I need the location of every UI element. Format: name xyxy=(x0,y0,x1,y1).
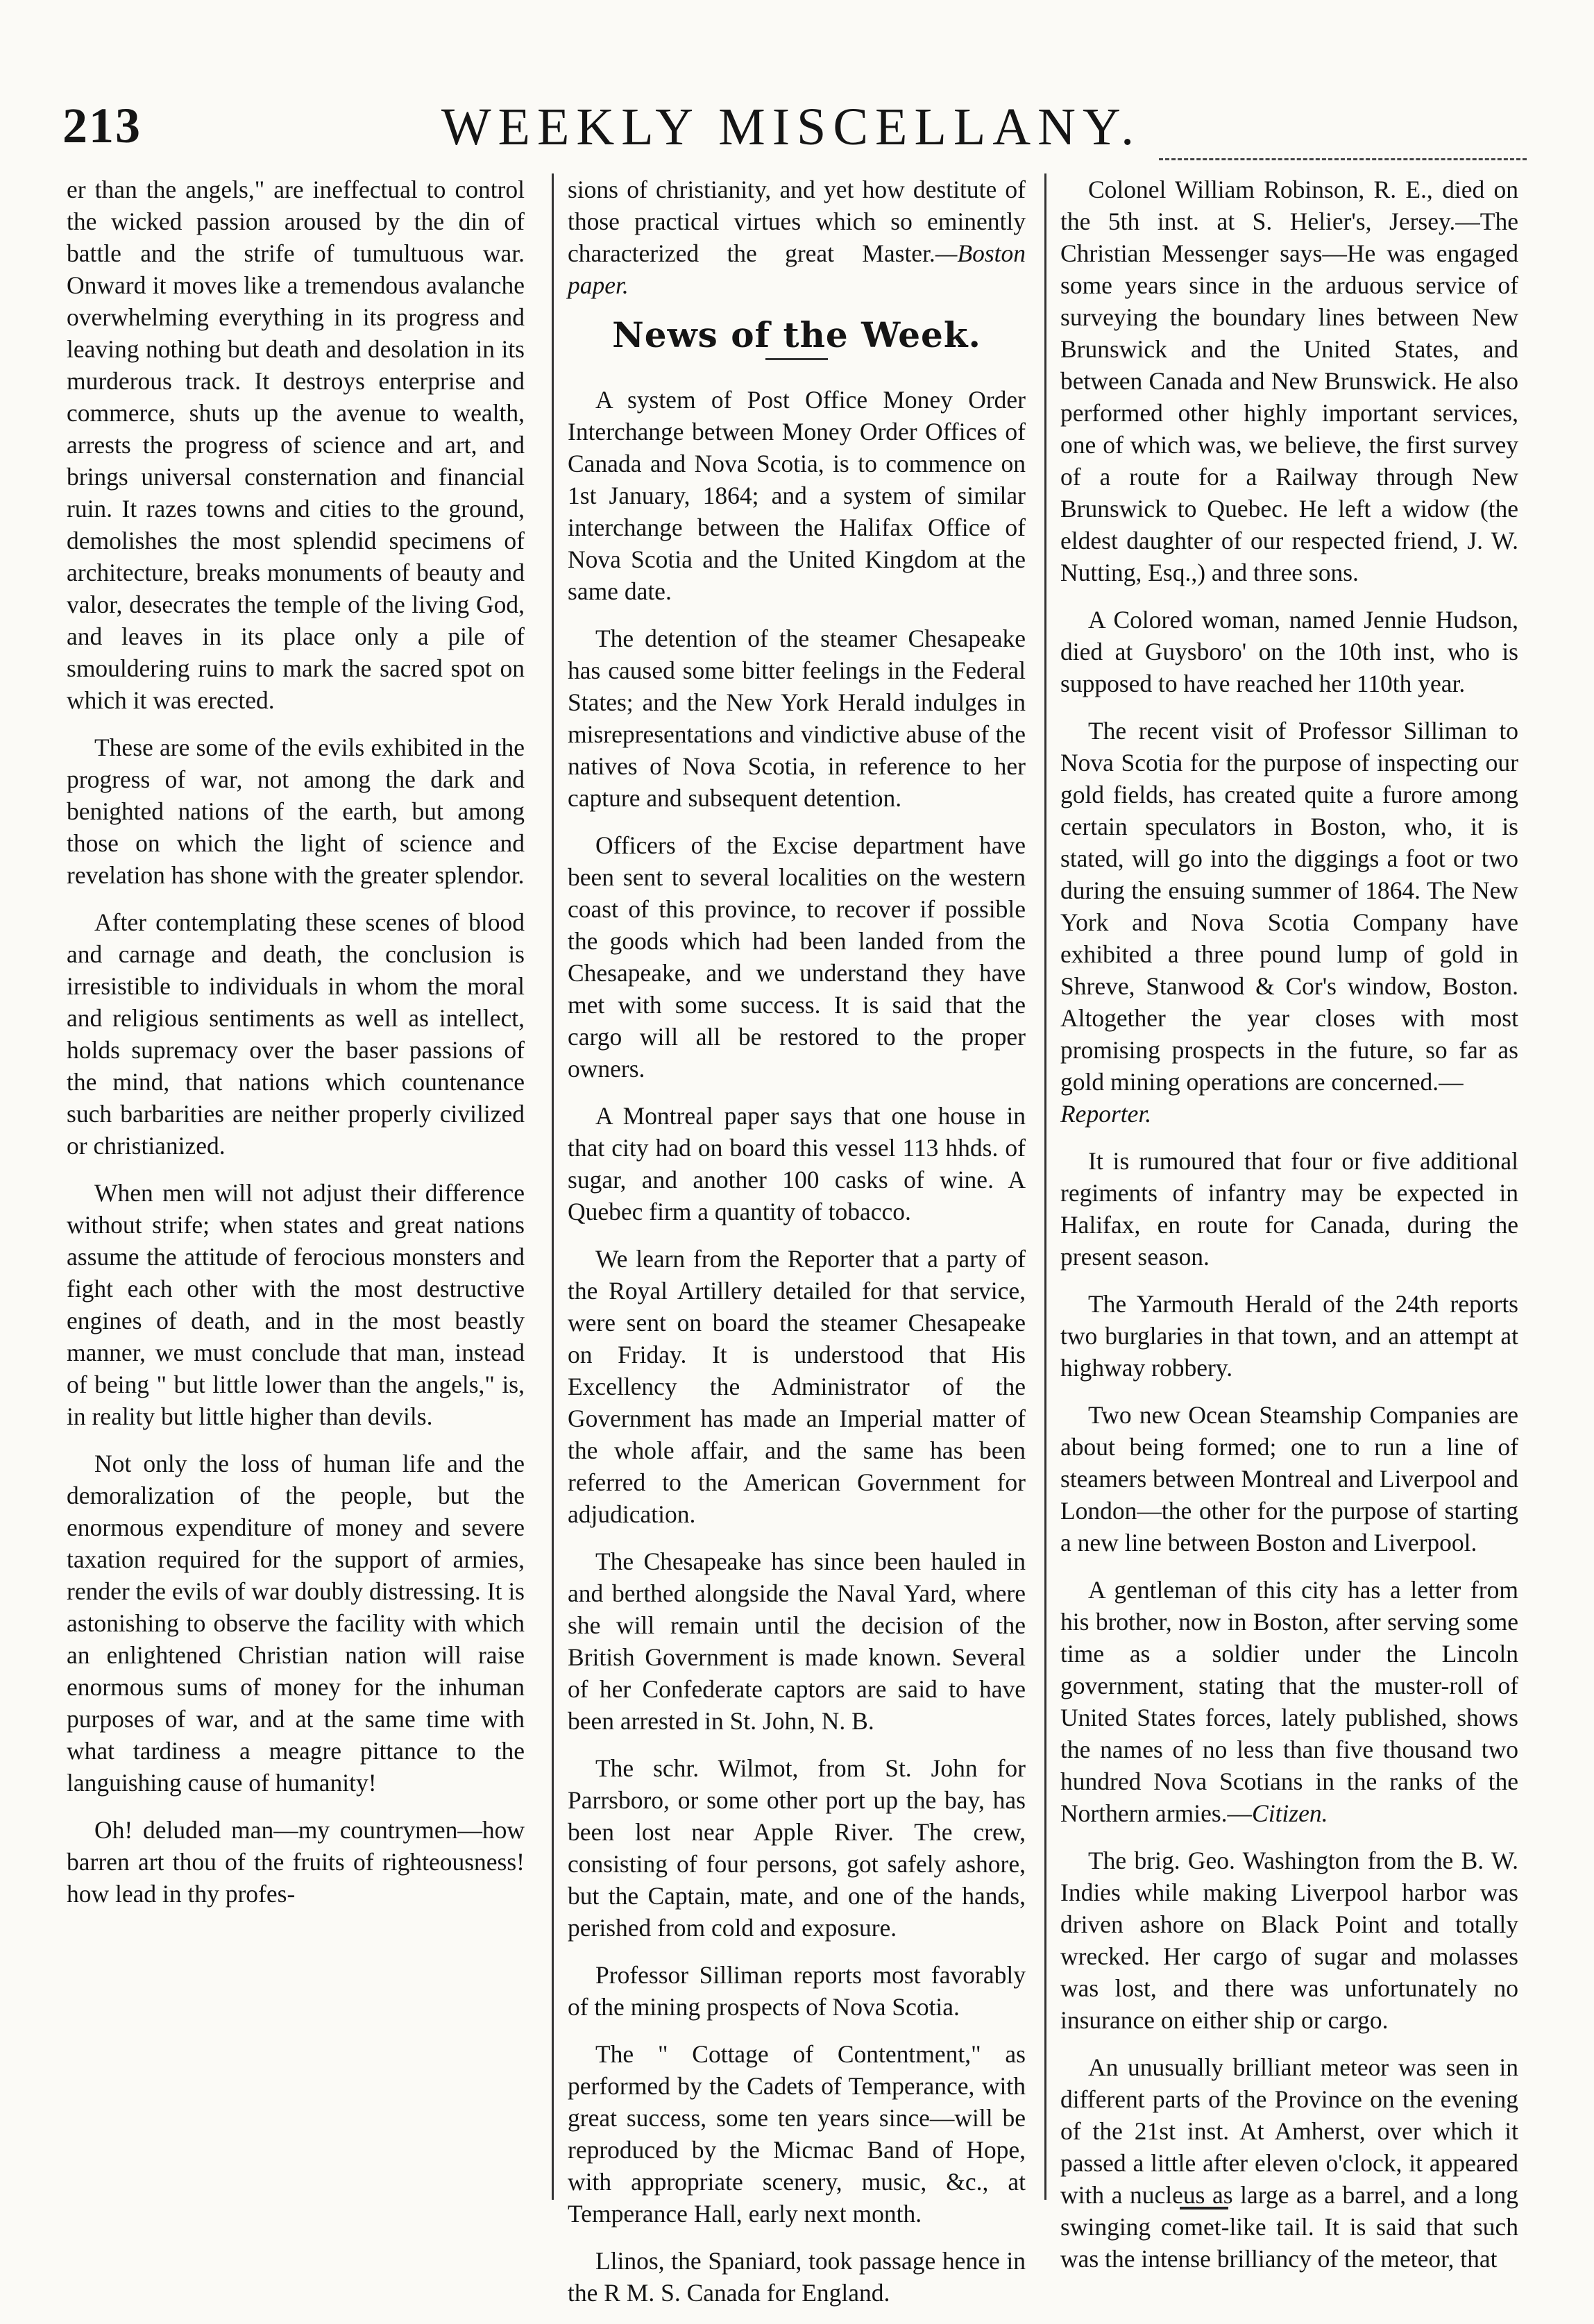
paragraph: Oh! deluded man—my countrymen—how barren art thou of the fruits of righteousness! how lead in thy profes- xyxy=(67,1816,525,1908)
paragraph: When men will not adjust their difference without strife; when states and great nations assume the attitude of ferocious monsters and fight each other with the most destructive engines of death, and in the most beastly manner, we must conclude that man, instead of being " but little lower than the angels," is, in reality but little higher than devils. xyxy=(67,1179,525,1430)
section-title: News of the Week. xyxy=(612,314,981,355)
news-item: Llinos, the Spaniard, took passage hence in the R M. S. Canada for England. xyxy=(568,2247,1026,2307)
news-item: Two new Ocean Steamship Companies are about being formed; one to run a line of steamers between Montreal and Liverpool and London—the other for the purpose of starting a new line between Boston and Liverpool. xyxy=(1060,1401,1518,1557)
paragraph: Not only the loss of human life and the demoralization of the people, but the enormous expenditure of money and severe taxation required for the support of armies, render the evils of war doubly distressing. It is astonishing to observe the facility with which an enlightened Christian nation will raise enormous sums of money for the inhuman purposes of war, and at the same time with what tardiness a meagre pittance to the languishing cause of humanity! xyxy=(67,1450,525,1797)
column-3 xyxy=(1060,173,1518,2290)
news-item: An unusually brilliant meteor was seen in different parts of the Province on the evening of the 21st inst. At Amherst, over which it passed a little after eleven o'clock, it appeared with a nucleus as large as a barrel, and a long swinging comet-like tail. It is said that such was the intense brilliancy of the meteor, that xyxy=(1060,2053,1518,2273)
paragraph: These are some of the evils exhibited in the progress of war, not among the dark and benighted nations of the earth, but among those on which the light of science and revelation has shone with the greater splendor. xyxy=(67,733,525,889)
paragraph-text: A gentleman of this city has a letter from his brother, now in Boston, after serving some time as a soldier under the Lincoln government, stating that the muster-roll of United States forces, lately published, shows the names of no less than five thousand two hundred Nova Scotians in the ranks of the Northern armies.— xyxy=(1060,1576,1518,1827)
news-item xyxy=(1060,1574,1518,1829)
news-item xyxy=(1060,715,1518,1130)
source-credit: Citizen. xyxy=(1252,1799,1328,1827)
news-item: A system of Post Office Money Order Interchange between Money Order Offices of Canada and Nova Scotia, is to commence on 1st January, 1864; and a system of similar interchange between the Halifax Office of Nova Scotia and the United Kingdom at the same date. xyxy=(568,386,1026,605)
news-item: The detention of the steamer Chesapeake has caused some bitter feelings in the Federal States; and the New York Herald indulges in misrepresentations and vindictive abuse of the natives of Nova Scotia, in reference to her capture and subsequent detention. xyxy=(568,625,1026,812)
news-item: It is rumoured that four or five additional regiments of infantry may be expected in Halifax, en route for Canada, during the present season. xyxy=(1060,1147,1518,1271)
footer-rule xyxy=(1180,2207,1228,2210)
column-1 xyxy=(67,173,525,1925)
news-item: The " Cottage of Contentment," as performed by the Cadets of Temperance, with great success, some ten years since—will be reproduced by the Micmac Band of Hope, with appropriate scenery, music, &c., at Temperance Hall, early next month. xyxy=(568,2040,1026,2228)
column-divider xyxy=(1044,173,1046,2200)
news-item: A Colored woman, named Jennie Hudson, died at Guysboro' on the 10th inst, who is supposed to have reached her 110th year. xyxy=(1060,606,1518,697)
paragraph: After contemplating these scenes of blood and carnage and death, the conclusion is irresistible to individuals in whom the moral and religious sentiments as well as intellect, holds supremacy over the baser passions of the mind, that nations which countenance such barbarities are neither properly civilized or christianized. xyxy=(67,908,525,1160)
news-item: Professor Silliman reports most favorably of the mining prospects of Nova Scotia. xyxy=(568,1961,1026,2021)
page-number: 213 xyxy=(62,98,142,153)
source-credit: Reporter. xyxy=(1060,1100,1152,1128)
news-item: We learn from the Reporter that a party of the Royal Artillery detailed for that service, were sent on board the steamer Chesapeake on Friday. It is understood that His Excellency the Administrator of the Government has made an Imperial matter of the whole affair, and the same has been referred to the American Government for adjudication. xyxy=(568,1245,1026,1528)
paragraph-text: The recent visit of Professor Silliman to Nova Scotia for the purpose of inspecting our gold fields, has created quite a furore among certain speculators in Boston, who, it is stated, will go into the diggings a foot or two during the ensuing summer of 1864. The New York and Nova Scotia Company have exhibited a three pound lump of gold in Shreve, Stanwood & Cor's window, Boston. Altogether the year closes with most promising prospects in the future, so far as gold mining operations are concerned.— xyxy=(1060,717,1518,1096)
news-item: The Yarmouth Herald of the 24th reports two burglaries in that town, and an attempt at highway robbery. xyxy=(1060,1290,1518,1382)
masthead-title: WEEKLY MISCELLANY. xyxy=(441,98,1142,156)
column-2 xyxy=(568,173,1026,2324)
news-item: Officers of the Excise department have been sent to several localities on the western coast of this province, to recover if possible the goods which had been landed from the Chesapeake, and we understand they have met with some success. It is said that the cargo will all be restored to the proper owners. xyxy=(568,831,1026,1083)
news-item: The Chesapeake has since been hauled in and berthed alongside the Naval Yard, where she will remain until the decision of the British Government is made known. Several of her Confederate captors are said to have been arrested in St. John, N. B. xyxy=(568,1547,1026,1735)
column-divider xyxy=(552,173,554,2200)
news-item: Colonel William Robinson, R. E., died on the 5th inst. at S. Helier's, Jersey.—The Christian Messenger says—He was engaged some years since in the arduous service of surveying the boundary lines between New Brunswick and the United States, and between Canada and New Brunswick. He also performed other highly important services, one of which was, we believe, the first survey of a route for a Railway through New Brunswick to Quebec. He left a widow (the eldest daughter of our respected friend, J. W. Nutting, Esq.,) and three sons. xyxy=(1060,176,1518,586)
source-credit: —Boston paper. xyxy=(568,239,1026,299)
paragraph: er than the angels," are ineffectual to control the wicked passion aroused by the din of battle and the strife of tumultuous war. Onward it moves like a tremendous avalanche overwhelming everything in its progress and leaving nothing but death and desolation in its murderous track. It destroys enterprise and commerce, shuts up the avenue to wealth, arrests the progress of science and art, and brings universal consternation and financial ruin. It razes towns and cities to the ground, demolishes the most splendid specimens of architecture, breaks monuments of beauty and valor, desecrates the temple of the living God, and leaves in its place only a pile of smouldering ruins to mark the sacred spot on which it was erected. xyxy=(67,176,525,714)
paragraph xyxy=(568,173,1026,301)
title-rule xyxy=(765,358,828,360)
page-footer xyxy=(0,2186,1594,2254)
news-item: The schr. Wilmot, from St. John for Parrsboro, or some other port up the bay, has been lost near Apple River. The crew, consisting of four persons, got safely ashore, but the Captain, mate, and one of the hands, perished from cold and exposure. xyxy=(568,1754,1026,1942)
news-item: The brig. Geo. Washington from the B. W. Indies while making Liverpool harbor was driven ashore on Black Point and totally wrecked. Her cargo of sugar and molasses was lost, and there was unfortunately no insurance on either ship or cargo. xyxy=(1060,1847,1518,2034)
header-rule xyxy=(1159,158,1527,160)
paragraph-text: sions of christianity, and yet how destitute of those practical virtues which so eminently characterized the great Master. xyxy=(568,176,1026,267)
news-item: A Montreal paper says that one house in that city had on board this vessel 113 hhds. of sugar, and another 100 casks of wine. A Quebec firm a quantity of tobacco. xyxy=(568,1102,1026,1225)
page-header xyxy=(56,97,1527,160)
